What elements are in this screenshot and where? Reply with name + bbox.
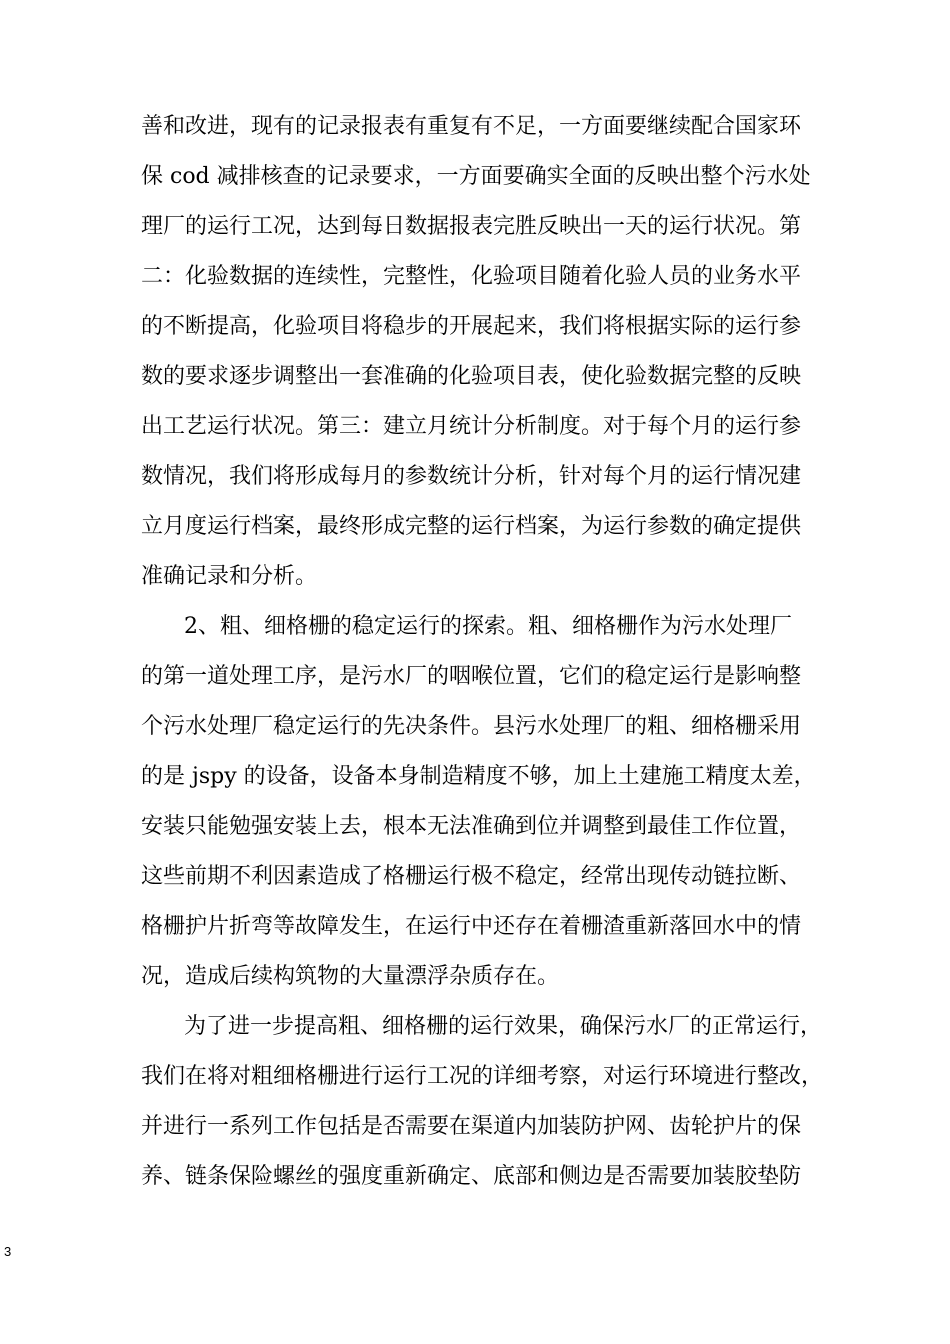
text-line: 二：化验数据的连续性，完整性，化验项目随着化验人员的业务水平 — [141, 264, 802, 289]
text-line: 况，造成后续构筑物的大量漂浮杂质存在。 — [141, 964, 560, 989]
text-line: 数情况，我们将形成每月的参数统计分析，针对每个月的运行情况建 — [141, 464, 802, 489]
text-line: 的不断提高，化验项目将稳步的开展起来，我们将根据实际的运行参 — [141, 314, 802, 339]
text-line: 的是 jspy 的设备，设备本身制造精度不够，加上土建施工精度太差， — [141, 764, 816, 789]
text-line: 我们在将对粗细格栅进行运行工况的详细考察，对运行环境进行整改， — [141, 1064, 824, 1089]
text-line: 立月度运行档案，最终形成完整的运行档案，为运行参数的确定提供 — [141, 514, 802, 539]
text-line: 这些前期不利因素造成了格栅运行极不稳定，经常出现传动链拉断、 — [141, 864, 802, 889]
text-line: 格栅护片折弯等故障发生，在运行中还存在着栅渣重新落回水中的情 — [141, 914, 802, 939]
text-line: 安装只能勉强安装上去，根本无法准确到位并调整到最佳工作位置， — [141, 814, 802, 839]
text-line: 为了进一步提高粗、细格栅的运行效果，确保污水厂的正常运行， — [184, 1014, 823, 1039]
text-line: 理厂的运行工况，达到每日数据报表完胜反映出一天的运行状况。第 — [141, 214, 802, 239]
text-line: 个污水处理厂稳定运行的先决条件。县污水处理厂的粗、细格栅采用 — [141, 714, 802, 739]
text-line: 2、粗、细格栅的稳定运行的探索。粗、细格栅作为污水处理厂 — [184, 614, 792, 639]
page-number: 3 — [4, 1244, 12, 1259]
text-line: 数的要求逐步调整出一套准确的化验项目表，使化验数据完整的反映 — [141, 364, 802, 389]
text-line: 的第一道处理工序，是污水厂的咽喉位置，它们的稳定运行是影响整 — [141, 664, 802, 689]
text-line: 善和改进，现有的记录报表有重复有不足，一方面要继续配合国家环 — [141, 114, 802, 139]
text-line: 保 cod 减排核查的记录要求，一方面要确实全面的反映出整个污水处 — [141, 164, 811, 189]
text-line: 出工艺运行状况。第三：建立月统计分析制度。对于每个月的运行参 — [141, 414, 802, 439]
text-line: 准确记录和分析。 — [141, 564, 318, 589]
text-line: 养、链条保险螺丝的强度重新确定、底部和侧边是否需要加装胶垫防 — [141, 1164, 802, 1189]
text-line: 并进行一系列工作包括是否需要在渠道内加装防护网、齿轮护片的保 — [141, 1114, 802, 1139]
